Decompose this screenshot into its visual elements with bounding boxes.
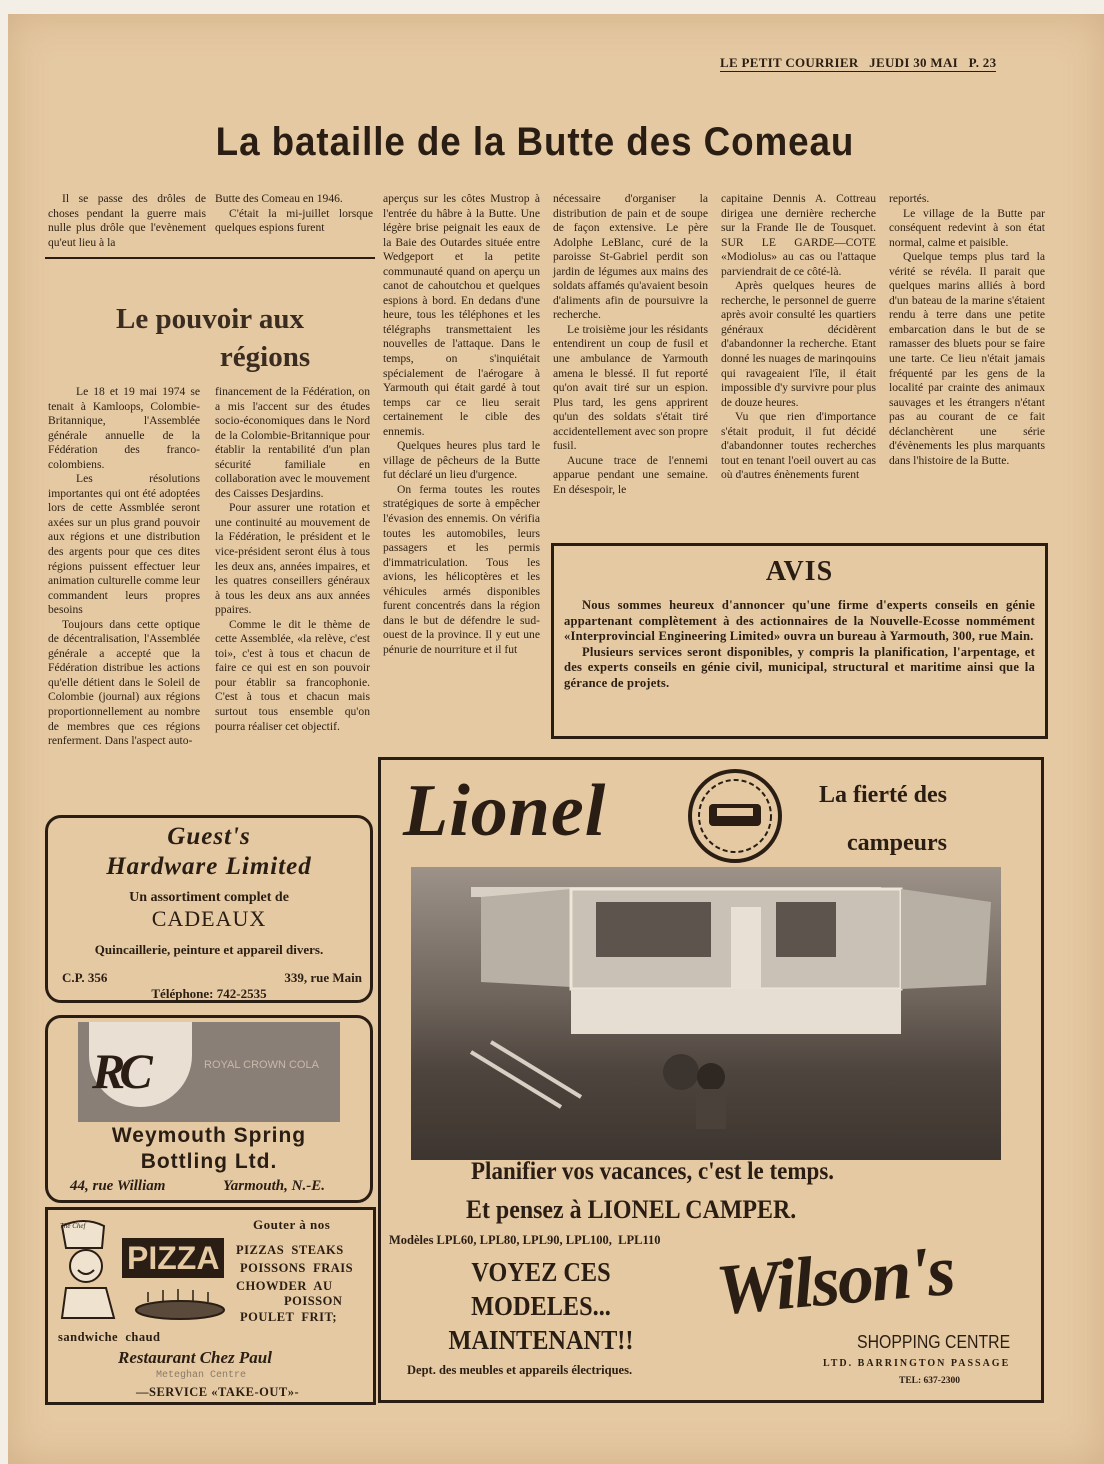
menu-extra: sandwiche chaud — [58, 1330, 161, 1344]
ad-text: Quincaillerie, peinture et appareil divers. — [94, 942, 324, 957]
paragraph: Toujours dans cette optique de décentralisation, l'Assemblée générale a accepté que la Fédération distribue les actions qu'elle détient dans le Soleil de Colombie (journal) aux régions proportionnellement au nombre de membres que ces régions renferment. Dans l'aspect auto- — [48, 617, 200, 748]
ad-address: 44, rue William — [70, 1178, 166, 1194]
rc-logo: RC — [92, 1043, 147, 1099]
lionel-models: Modèles LPL60, LPL80, LPL90, LPL100, LPL110 — [389, 1233, 661, 1247]
avis-paragraph: Nous sommes heureux d'annoncer qu'une firme d'experts conseils en génie appartenant complètement à des actionnaires de la Nouvelle-Ecosse nommément «Interprovincial Engineering Limited» ouvra un bureau à Yarmouth, 300, rue Main. — [564, 598, 1035, 643]
lionel-cta — [406, 1255, 676, 1357]
lionel-tagline: Planifier vos vacances, c'est le temps. — [471, 1158, 835, 1185]
paragraph: capitaine Dennis A. Cottreau dirigea une dernière recherche sur la Frande Ile de Tousquet. SUR LE GARDE—COTE «Modiolus» au cas ou l'attaque parviendrait de ce côté-là. — [721, 192, 876, 278]
chef-hat-text: The Chef — [60, 1222, 86, 1230]
paragraph: Le village de la Butte par conséquent redevint à son état normal, calme et paisible. — [889, 206, 1045, 249]
article1-col-6 — [889, 192, 1045, 468]
lionel-dept: Dept. des meubles et appareils électriques. — [407, 1363, 633, 1377]
headline-line: Le pouvoir aux — [115, 303, 304, 335]
cta-line: MAINTENANT!! — [448, 1325, 634, 1355]
pizza-logo: PIZZA — [122, 1238, 224, 1278]
paragraph: nécessaire d'organiser la distribution de pain et de soupe de façon extensive. Le père Adolphe LeBlanc, curé de la paroisse St-Gabriel perdit son jardin de légumes aux mains des soldats affamés qu'avaient besoin d'aliments afin de poursuivre la recherche. — [553, 192, 708, 322]
restaurant-name: Restaurant Chez Paul — [118, 1348, 272, 1367]
ad-address: 339, rue Main — [284, 970, 362, 985]
ad-name: Weymouth Spring — [111, 1124, 307, 1147]
ad-phone: Téléphone: 742-2535 — [151, 986, 267, 1001]
restaurant-location: Meteghan Centre — [156, 1370, 247, 1381]
paragraph: Butte des Comeau en 1946. — [215, 192, 343, 205]
article2-col-a — [48, 385, 200, 749]
camper-photo — [411, 867, 1001, 1160]
store-location: LTD. BARRINGTON PASSAGE — [823, 1358, 1011, 1369]
store-subtitle: SHOPPING CENTRE — [857, 1332, 1011, 1352]
ad-name: Guest's — [167, 823, 251, 850]
menu-item: POULET FRIT; — [240, 1310, 338, 1324]
ad-po-box: C.P. 356 — [62, 970, 108, 985]
ad-name: Hardware Limited — [106, 853, 312, 880]
cta-line: VOYEZ CES — [471, 1257, 611, 1287]
avis-title: AVIS — [765, 556, 834, 587]
pizza-restaurant-ad — [45, 1207, 376, 1405]
pizza-pie-icon — [133, 1288, 228, 1323]
takeout-service: —SERVICE «TAKE-OUT»- — [136, 1385, 300, 1399]
paragraph: Pour assurer une rotation et une continuité au mouvement de la Fédération, le président et le vice-président seront élus à tous les deux ans, années impaires, et les quatres conseillers généraux à tous les deux ans aux années ppaires. — [215, 501, 370, 617]
paragraph: Les résolutions importantes qui ont été adoptées lors de cette Assmblée seront axées sur un plus grand pouvoir aux régions et une distribution des argents pour que ces dites régions puissent effectuer leur animation culturelle comme leur commandent leurs propres besoins — [48, 472, 200, 617]
paragraph: Après quelques heures de recherche, le personnel de guerre après avoir consulté les quartiers généraux décidèrent d'abandonner la recherche. Etant donné les nuages de marinqouins qui ravageaient l'île, il était impossible d'y survivre pour plus de douze heures. — [721, 279, 876, 409]
article-headline: La bataille de la Butte des Comeau — [215, 120, 855, 164]
ad-name: Bottling Ltd. — [140, 1150, 278, 1173]
paragraph: C'était la mi-juillet lorsque quelques espions furent — [215, 206, 373, 235]
paragraph: Il se passe des drôles de choses pendant la guerre mais nulle plus drôle que l'evènement qu'eut lieu à la — [48, 192, 206, 249]
ad-city: Yarmouth, N.-E. — [223, 1178, 325, 1194]
rc-banner — [78, 1022, 340, 1122]
lionel-slogan: campeurs — [847, 830, 947, 856]
paragraph: Quelques heures plus tard le village de pêcheurs de la Butte fut déclaré un lieu d'urgence. — [383, 439, 540, 482]
lionel-emblem-icon — [687, 768, 783, 864]
paragraph: Comme le dit le thème de cette Assemblée, «la relève, c'est toi», c'est à tous et chacun de faire ce qui est en son pouvoir pour établir sa francophonie. C'est à tous et chacun mais surtout tous ensemble qu'on pourra réaliser cet objectif. — [215, 617, 370, 733]
paragraph: Le troisième jour les résidants entendirent un coup de fusil et une ambulance de Yarmouth amena le blessé. Il fut reporté qu'on avait tiré sur un espion. Plus tard, les gens apprirent qu'un des soldats s'était tiré accidentellement avec son propre fusil. — [553, 322, 708, 453]
masthead — [720, 55, 996, 72]
article1-col-4 — [553, 192, 708, 497]
issue-date: JEUDI 30 MAI — [869, 55, 958, 70]
chef-illustration-icon — [54, 1218, 120, 1328]
rc-tagline: ROYAL CROWN COLA — [204, 1059, 319, 1071]
paragraph: Le 18 et 19 mai 1974 se tenait à Kamloops, Colombie-Britannique, l'Assemblée générale annuelle de la Fédération des franco-colombiens. — [48, 385, 200, 471]
pizza-intro: Gouter à nos — [253, 1217, 331, 1232]
avis-paragraph: Plusieurs services seront disponibles, y compris la planification, l'arpentage, et des experts conseils en génie civil, municipal, structural et maritime ainsi que la gérance de projets. — [564, 644, 1035, 690]
paragraph: aperçus sur les côtes Mustrop à l'entrée du hâbre à la Butte. Une légère brise peignait les eaux de la Baie des Outardes située entre Wedgeport et la petite communauté quand on aperçu un canot de cahoutchou et quelques espions à bord. En dedans d'une heure, tous les téléphones et les télégraphs transmettaient les nouvelles de l'attaque. Dans le temps, on s'inquiétait spécialement de l'aérogare à Yarmouth qui était gardé à tout temps car ce lieu serait certainement le cible des ennemis. — [383, 192, 540, 438]
menu-item: POISSONS FRAIS — [240, 1261, 354, 1275]
ad-text: Un assortiment complet de — [129, 890, 289, 905]
menu-item: CHOWDER AU — [236, 1279, 333, 1293]
lionel-slogan: La fierté des — [819, 782, 947, 808]
menu-item: POISSON — [284, 1294, 343, 1308]
paragraph: reportés. — [889, 192, 930, 205]
intro-col-2 — [215, 192, 373, 236]
cta-line: MODELES... — [471, 1291, 611, 1321]
lionel-logo: Lionel — [403, 770, 607, 852]
divider — [45, 257, 375, 259]
article1-col-5 — [721, 192, 876, 483]
headline-line: régions — [219, 341, 311, 373]
wilsons-logo: Wilson's — [712, 1229, 957, 1331]
paper-name: LE PETIT COURRIER — [720, 55, 859, 70]
menu-item: PIZZAS STEAKS — [236, 1243, 344, 1257]
paragraph: Quelque temps plus tard la vérité se révéla. Il parait que quelques marins alliés à bord d'un bateau de la marine s'étaient rendu à terre dans une petite embarcation dans le but de se ramasser des bluets pour se faire une tarte. Ce lieu n'était jamais fréquenté par les gens de la localité par crainte des animaux sauvages et les étrangers n'étant pas au courant de ce fait déclanchèrent une série d'évènements les plus marquants dans l'histoire de la Butte. — [889, 250, 1045, 467]
article2-col-b — [215, 385, 370, 734]
paragraph: On ferma toutes les routes stratégiques de sorte à empêcher l'évasion des ennemis. On vérifia toutes les automobiles, leurs passagers et les permis d'immatriculation. Tous les avions, les hélicoptères et les véhicules armés disponibles furent concentrés dans la région dans le but de défendre le sud-ouest de la province. Il y eut une pénurie de nourriture et il fut — [383, 482, 540, 656]
avis-notice — [551, 543, 1048, 739]
article2-headline — [60, 300, 360, 376]
paragraph: Aucune trace de l'ennemi apparue pendant une semaine. En désespoir, le — [553, 453, 708, 496]
guest-hardware-ad — [45, 815, 373, 1003]
intro-col-1 — [48, 192, 206, 250]
article1-col-3 — [383, 192, 540, 658]
rc-bottling-ad — [45, 1015, 373, 1203]
lionel-tagline: Et pensez à LIONEL CAMPER. — [466, 1195, 797, 1224]
camper-trailer-image — [411, 867, 1001, 1160]
ad-text: CADEAUX — [151, 906, 267, 931]
paragraph: financement de la Fédération, on a mis l'accent sur des études socio-économiques dans le Nord de la Colombie-Britannique pour établir la rentabilité d'un plan sécurité familiale en collaboration avec le mouvement des Caisses Desjardins. — [215, 385, 370, 500]
page-number: P. 23 — [968, 55, 997, 70]
lionel-camper-ad — [378, 757, 1044, 1403]
paragraph: Vu que rien d'importance s'était produit, il fut décidé d'abandonner toutes recherches tout en tenant l'oeil ouvert au cas où d'autres énènements furent — [721, 410, 876, 482]
store-phone: TEL: 637-2300 — [899, 1376, 960, 1386]
